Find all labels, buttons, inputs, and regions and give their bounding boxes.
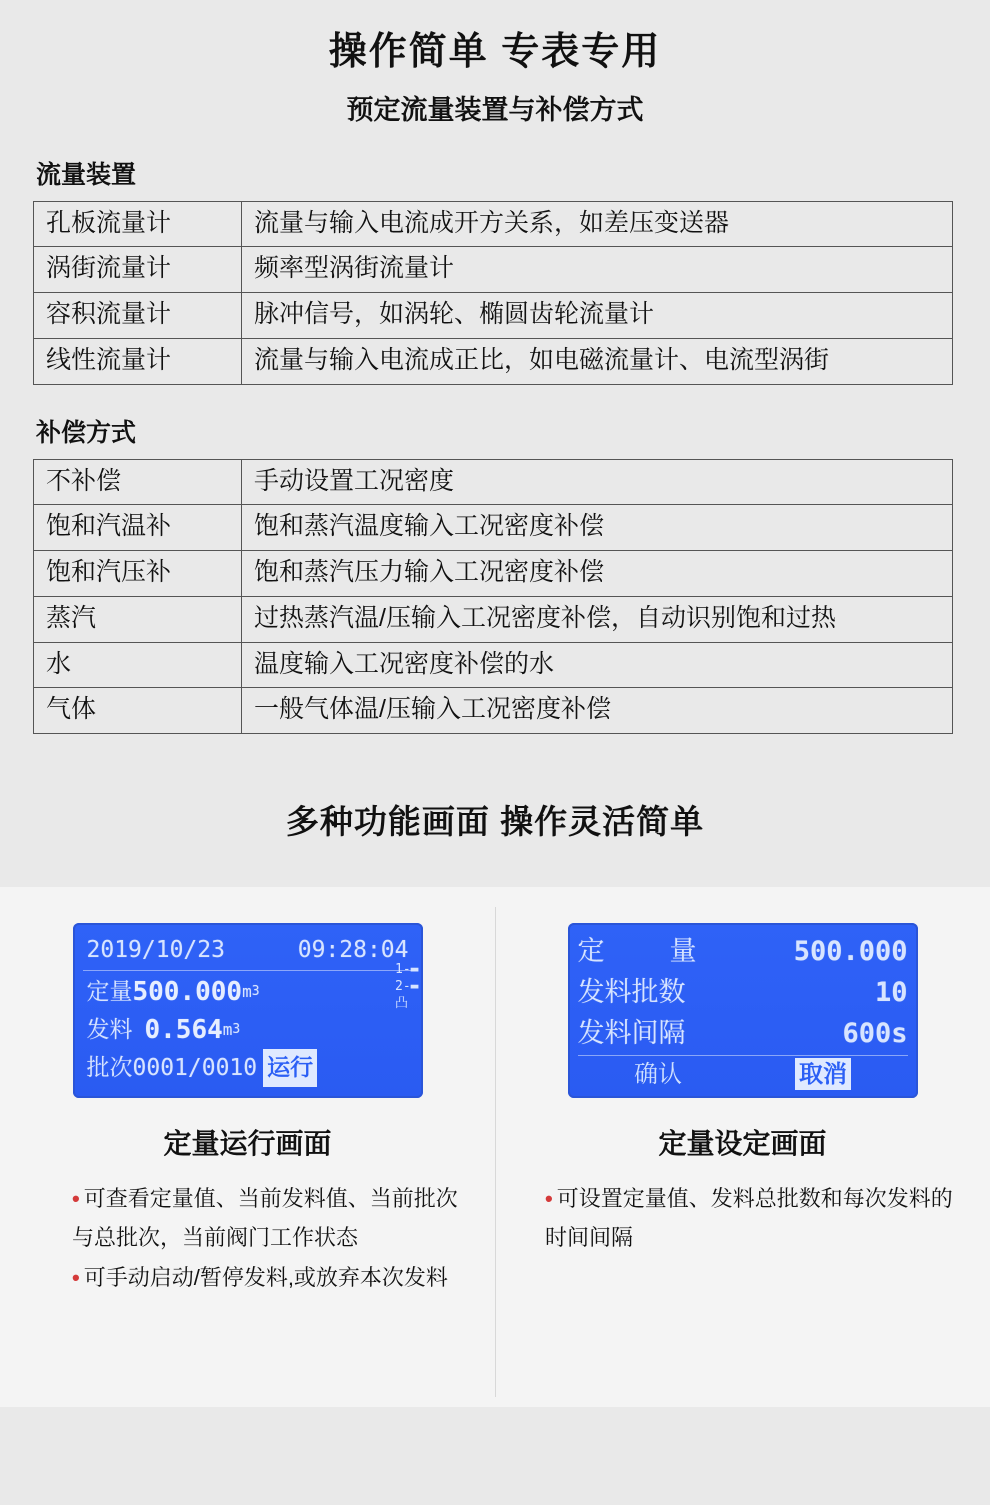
lcd-batch-count-value: 10 bbox=[874, 977, 908, 1009]
lcd-batch-count-label: 发料批数 bbox=[577, 977, 686, 1009]
table-cell-value: 过热蒸汽温/压输入工况密度补偿，自动识别饱和过热 bbox=[242, 596, 953, 642]
right-screen-bullets bbox=[545, 1180, 960, 1257]
table-cell-key: 饱和汽压补 bbox=[34, 551, 242, 597]
lcd-interval-value: 600s bbox=[842, 1018, 908, 1050]
screens-section-title: 多种功能画面 操作灵活简单 bbox=[285, 803, 705, 841]
lcd-dispensed-unit-exponent: 3 bbox=[232, 1022, 241, 1038]
list-item-text: 可查看定量值、当前发料值、当前批次与总批次，当前阀门工作状态 bbox=[72, 1186, 458, 1250]
lcd-quantity-label: 定量 bbox=[86, 979, 133, 1006]
table-cell-key: 蒸汽 bbox=[34, 596, 242, 642]
valve-indicator-2 bbox=[395, 978, 418, 995]
bullet-dot-icon: • bbox=[72, 1265, 80, 1291]
table-cell-key: 线性流量计 bbox=[34, 338, 242, 384]
confirm-button[interactable]: 确认 bbox=[634, 1060, 682, 1089]
flow-device-table bbox=[33, 201, 953, 385]
lcd-batch-value: 0001/0010 bbox=[132, 1055, 258, 1082]
lcd-quantity-setting-row[interactable] bbox=[578, 931, 908, 972]
table-cell-value: 饱和蒸汽温度输入工况密度补偿 bbox=[242, 505, 953, 551]
list-item bbox=[72, 1259, 459, 1298]
table-row bbox=[34, 551, 953, 597]
valve-2-state-icon: ▬ bbox=[410, 979, 419, 995]
valve-1-label: 1- bbox=[395, 962, 411, 978]
table-row bbox=[34, 688, 953, 734]
table-cell-key: 饱和汽温补 bbox=[34, 505, 242, 551]
table-row bbox=[34, 642, 953, 688]
flow-device-section-label: 流量装置 bbox=[36, 160, 137, 189]
lcd-date: 2019/10/23 bbox=[86, 937, 225, 964]
lcd-interval-row[interactable] bbox=[578, 1013, 908, 1054]
left-screen-bullets bbox=[72, 1180, 459, 1298]
table-cell-value: 流量与输入电流成正比，如电磁流量计、电流型涡街 bbox=[242, 338, 953, 384]
lcd-button-row bbox=[578, 1058, 908, 1090]
compensation-table bbox=[33, 459, 953, 735]
compensation-section-label: 补偿方式 bbox=[36, 418, 137, 447]
bullet-dot-icon: • bbox=[545, 1186, 553, 1212]
lcd-quantity-value: 500.000 bbox=[132, 977, 243, 1008]
valve-2-label: 2- bbox=[395, 979, 411, 995]
lcd-quantity-setting-label: 定 量 bbox=[577, 936, 697, 968]
lcd-quantity-setting-value: 500.000 bbox=[793, 936, 908, 968]
lcd-dispensed-row bbox=[87, 1011, 413, 1049]
table-cell-key: 不补偿 bbox=[34, 459, 242, 505]
table-row bbox=[34, 201, 953, 247]
table-cell-value: 流量与输入电流成开方关系，如差压变送器 bbox=[242, 201, 953, 247]
bullet-dot-icon: • bbox=[72, 1186, 80, 1212]
lcd-display-setup bbox=[568, 923, 918, 1098]
table-row bbox=[34, 247, 953, 293]
table-cell-value: 频率型涡街流量计 bbox=[242, 247, 953, 293]
list-item bbox=[72, 1180, 459, 1257]
lcd-dispensed-value: 0.564 bbox=[144, 1015, 223, 1046]
lcd-interval-label: 发料间隔 bbox=[577, 1018, 686, 1050]
table-row bbox=[34, 338, 953, 384]
table-cell-value: 手动设置工况密度 bbox=[242, 459, 953, 505]
lcd-display-run bbox=[73, 923, 423, 1098]
table-row bbox=[34, 459, 953, 505]
valve-indicator-1 bbox=[395, 961, 418, 978]
table-cell-value: 温度输入工况密度补偿的水 bbox=[242, 642, 953, 688]
table-row bbox=[34, 293, 953, 339]
lcd-divider bbox=[578, 1055, 908, 1056]
table-cell-value: 脉冲信号，如涡轮、椭圆齿轮流量计 bbox=[242, 293, 953, 339]
table-row bbox=[34, 505, 953, 551]
lcd-dispensed-label: 发料 bbox=[86, 1017, 133, 1044]
lcd-datetime-row bbox=[83, 931, 413, 969]
left-screen-caption: 定量运行画面 bbox=[163, 1128, 332, 1160]
list-item bbox=[545, 1180, 960, 1257]
lcd-divider bbox=[83, 970, 413, 971]
cancel-button[interactable]: 取消 bbox=[795, 1058, 851, 1090]
lcd-time: 09:28:04 bbox=[297, 937, 409, 964]
table-cell-key: 水 bbox=[34, 642, 242, 688]
lcd-quantity-unit-exponent: 3 bbox=[251, 984, 260, 1000]
list-item-text: 可设置定量值、发料总批数和每次发料的时间间隔 bbox=[545, 1186, 953, 1250]
lcd-batch-label: 批次 bbox=[86, 1055, 133, 1082]
lcd-body bbox=[83, 973, 413, 1087]
valve-1-state-icon: ▬ bbox=[410, 962, 419, 978]
lcd-quantity-row bbox=[87, 973, 413, 1011]
right-screen-column bbox=[495, 923, 990, 1300]
right-screen-caption: 定量设定画面 bbox=[658, 1128, 827, 1160]
lcd-run-status-badge[interactable]: 运行 bbox=[263, 1049, 317, 1087]
lcd-dispensed-unit: m bbox=[222, 1020, 233, 1040]
table-cell-key: 气体 bbox=[34, 688, 242, 734]
lcd-batch-count-row[interactable] bbox=[578, 972, 908, 1013]
column-divider bbox=[495, 907, 496, 1397]
valve-indicator-3: 凸 bbox=[395, 996, 409, 1012]
table-cell-key: 容积流量计 bbox=[34, 293, 242, 339]
page-subtitle: 预定流量装置与补偿方式 bbox=[346, 94, 644, 125]
page-title: 操作简单 专表专用 bbox=[328, 31, 662, 73]
left-screen-column bbox=[0, 923, 495, 1300]
list-item-text: 可手动启动/暂停发料,或放弃本次发料 bbox=[83, 1265, 448, 1291]
table-cell-key: 涡街流量计 bbox=[34, 247, 242, 293]
lcd-batch-row bbox=[87, 1049, 413, 1087]
screens-section bbox=[0, 887, 990, 1407]
lcd-quantity-unit: m bbox=[242, 982, 252, 1002]
lcd-valve-indicators bbox=[395, 961, 418, 1012]
table-row bbox=[34, 596, 953, 642]
table-cell-value: 饱和蒸汽压力输入工况密度补偿 bbox=[242, 551, 953, 597]
table-cell-value: 一般气体温/压输入工况密度补偿 bbox=[242, 688, 953, 734]
table-cell-key: 孔板流量计 bbox=[34, 201, 242, 247]
